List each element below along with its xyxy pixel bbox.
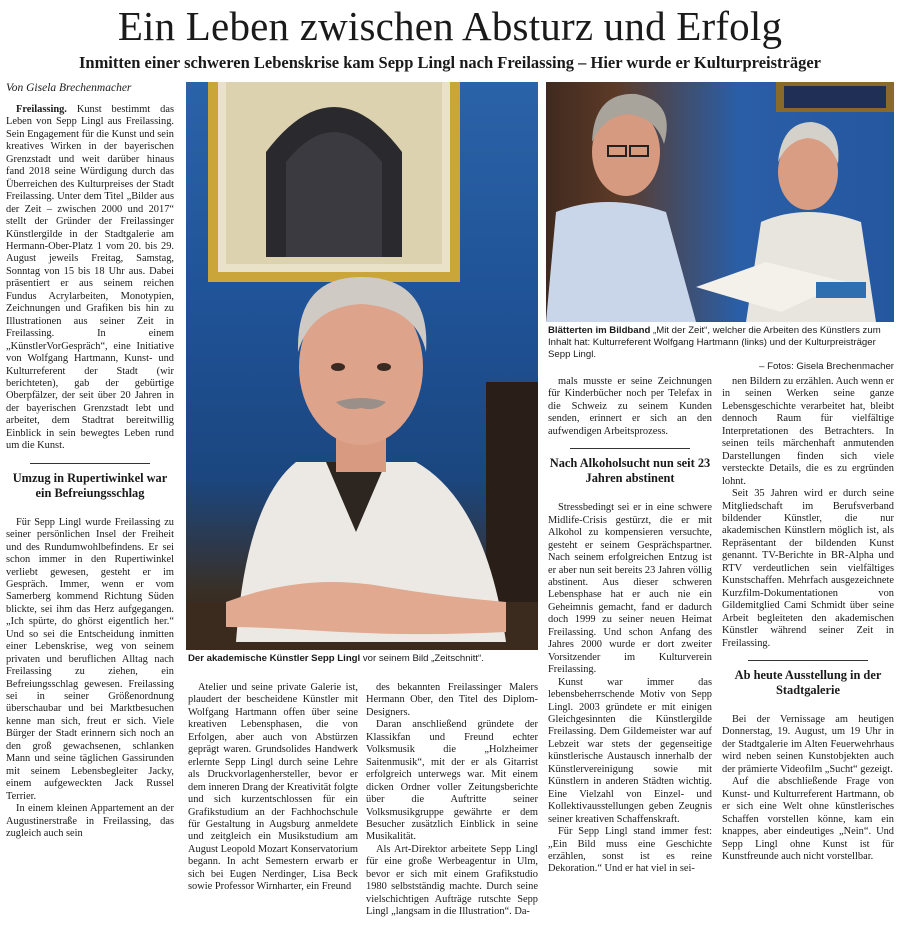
headline: Ein Leben zwischen Absturz und Erfolg xyxy=(117,3,783,49)
byline: Von Gisela Brechenmacher xyxy=(6,82,132,94)
subheading: Nach Alkoholsucht nun seit 23 Jahren abstinent xyxy=(548,448,712,486)
paragraph: Für Sepp Lingl stand immer fest: „Ein Bild muss eine Geschichte erzählen, sonst ist es reine Dekoration.“ Und er hat viel in sei- xyxy=(548,826,712,875)
caption-text: „Mit der Zeit“, welcher die Arbeiten des Künstlers zum Inhalt hat: Kulturreferent Wolfgang Hartmann (links) und der Kulturpreisträger Sepp Lingl. xyxy=(548,325,881,360)
dateline: Freilassing. xyxy=(16,104,67,115)
photo-credit: – Fotos: Gisela Brechenmacher xyxy=(759,361,894,372)
paragraph: mals musste er seine Zeichnungen für Kinderbücher noch per Telefax in die Schweiz zu seinem Kunden senden, erinnert er sich an den aufwendigen Arbeitsprozess. xyxy=(548,376,712,437)
photo-artist-portrait xyxy=(186,82,538,650)
paragraph: In einem kleinen Appartement an der Augustinerstraße in Freilassing, das zugleich auch sein xyxy=(6,803,174,840)
paragraph: Bei der Vernissage am heutigen Donnerstag, 19. August, um 19 Uhr in der Stadtgalerie im Alten Feuerwehrhaus wird neben seinen Kunstobjekten auch der prämierte Videofilm „Sucht“ gezeigt. xyxy=(722,713,894,775)
photo-two-men-book xyxy=(546,82,894,322)
two-men-illustration xyxy=(546,82,894,322)
paragraph: Atelier und seine private Galerie ist, plaudert der bescheidene Künstler mit Wolfgang Hartmann offen über seine kreativen Lebensphasen, die von Erfolgen, aber auch von Abstürzen geprägt waren. Grundsolides Handwerk erlernte Sepp Lingl durch seine Lehre als Druckvorlagenhersteller, bevor er dem inneren Drang der Kreativität folgte und sich kurzentschlossen für ein Grafikstudium an der Fachhochschule für Gestaltung in Augsburg anmeldete und zeitgleich ein Musikstudium am August Leopold Mozart Konservatorium begann. In acht Semestern erwarb er sich bei Eugen Nerdinger, Lisa Beck sowie Professor Wirnharter, ein Freund xyxy=(188,682,358,893)
article-column-4 xyxy=(548,376,712,940)
paragraph-text: Kunst bestimmt das Leben von Sepp Lingl aus Freilassing. Sein Engagement für die Kunst und sein kreatives Wirken in der bayerischen Grenzstadt und weit darüber hinaus fand 2018 seine Würdigung durch das Überreichen des Kulturpreises der Stadt Freilassing. Unter dem Titel „Bilder aus der Zeit – zwischen 2000 und 2017“ stellt der Gründer der Freilassinger Künstlergilde in der Stadtgalerie am Hermann-Ober-Platz 1 vom 20. bis 29. August jeweils Freitag, Samstag, Sonntag von 15 bis 18 Uhr aus. Dabei präsentiert er aus seinem reichen Fundus Acrylarbeiten, Monotypien, Zeichnungen und Grafiken bis hin zu Illustrationen aus seiner Zeit in Freilassing. In einem „KünstlerVorGespräch“, eine Initiative von Wolfgang Hartmann, Kunst- und Kulturreferent der Stadt (wir berichteten), gab der gebürtige Oberpfälzer, der seit über 20 Jahren in der bayerischen Grenzstadt lebt und arbeitet, dem Stadtrat bereitwillig Einblick in sein bewegtes Leben rund um die Kunst. xyxy=(6,104,174,452)
paragraph: Seit 35 Jahren wird er durch seine Mitgliedschaft im Berufsverband bildender Künstler, die nur akademischen Künstlern möglich ist, als Repräsentant der bildenden Kunst genannt. TV-Berichte in BR-Alpha und RTV verdeutlichen sein vielfältiges Kunstschaffen. Mehrfach ausgezeichnete Kurzfilm-Dokumentationen von Gildemitglied Cami Schmidt über seine Arbeit begleiteten den akademischen Künstler während seiner Zeit in Freilassing. xyxy=(722,488,894,649)
photo-caption-main xyxy=(188,653,538,665)
paragraph: des bekannten Freilassinger Malers Hermann Ober, den Titel des Diplom-Designers. xyxy=(366,682,538,718)
paragraph: Für Sepp Lingl wurde Freilassing zu seiner persönlichen Insel der Freiheit und des Rundumwohlbefindens. Er sei schon immer in den Rupertiwinkel verliebt gewesen, gesteht er im Gespräch. Immer, wenn er vom Samerberg kommend Richtung Süden blickte, sei ihm das Herz aufgegangen. „Ich spürte, do ghörst eigentlich her.“ Und so sei die Entscheidung inmitten einer Lebenskrise, weg von seinem privaten und beruflichen Alltag nach Freilassing zu ziehen, ein Befreiungsschlag gewesen. Freilassing sei in seiner Größenordnung überschaubar und bei Marktbesuchen kenne man sich, freut er sich. Viele Bürger der Stadt erinnern sich noch an den groß gewachsenen, schlanken Mann und seine täglichen Gassirunden mit seinem Lebensbegleiter Jacky, einem aufgeweckten Jack Russel Terrier. xyxy=(6,516,174,802)
subheading: Umzug in Rupertiwinkel war ein Befreiungsschlag xyxy=(6,463,174,501)
paragraph: Stressbedingt sei er in eine schwere Midlife-Crisis gestürzt, die er mit Alkohol zu kompensieren versuchte, gesteht er seinem Gesprächspartner. Nach seinem erfolgreichen Entzug ist er aber nun seit bereits 23 Jahren völlig abstinent. Aus dieser schweren Lebensphase hat er auch nie ein Geheimnis gemacht, fand er dadurch doch 1999 zu seiner neuen Heimat Freilassing. Und schon Anfang des Jahres 2000 wurde er dort zweiter Vorsitzender im Kulturverein Freilassing. xyxy=(548,502,712,676)
article-column-1 xyxy=(6,104,174,940)
subheadline: Inmitten einer schweren Lebenskrise kam Sepp Lingl nach Freilassing – Hier wurde er Kulturpreisträger xyxy=(78,53,822,72)
paragraph: Daran anschließend gründete der Klassikfan und Freund echter Volksmusik die „Holzheimer Saitenmusik“, mit der er als Gitarrist erfolgreich unterwegs war. Mit einem dicken Ordner voller Zeitungsberichte über die Auftritte seiner Volksmusikgruppe gewährte er dem Besucher zusätzlich Einblick in seine Musikalität. xyxy=(366,719,538,843)
paragraph xyxy=(6,104,174,453)
article-column-3 xyxy=(366,682,538,940)
paragraph: Als Art-Direktor arbeitete Sepp Lingl für eine große Werbeagentur in Ulm, bevor er sich mit einem Grafikstudio 1980 selbstständig machte. Durch seine vielschichtigen Aufträge rutschte Sepp Lingl „langsam in die Illustration“. Da- xyxy=(366,843,538,918)
paragraph: Kunst war immer das lebensbeherrschende Motiv von Sepp Lingl. 2003 gründete er mit einigen Gleichgesinnten die Künstlergilde Freilassing. Dem Gildemeister war auf Lebzeit war stets der gegenseitige künstlerische Austausch innerhalb der Künstlervereinigung sowie mit Künstlern in anderen Städten wichtig. Eine Vielzahl von Einzel- und Kollektivausstellungen geben Zeugnis seiner kreativen Schaffenskraft. xyxy=(548,676,712,825)
subheading: Ab heute Ausstellung in der Stadtgalerie xyxy=(722,660,894,698)
article-column-5 xyxy=(722,376,894,940)
caption-text: vor seinem Bild „Zeitschnitt“. xyxy=(360,653,484,664)
caption-lead: Der akademische Künstler Sepp Lingl xyxy=(188,653,361,664)
portrait-illustration xyxy=(186,82,538,650)
paragraph: nen Bildern zu erzählen. Auch wenn er in seinen Werken seine ganze Lebensgeschichte verarbeitet hat, bleibt dennoch Raum für vielfältige Interpretationen des Betrachters. In seinen teils märchenhaft anmutenden Darstellungen finden sich viele versteckte Details, die es zu ergründen lohnt. xyxy=(722,376,894,487)
article-column-2 xyxy=(188,682,358,940)
photo-caption-two xyxy=(548,325,894,373)
caption-lead: Blätterten im Bildband xyxy=(548,325,651,336)
paragraph: Auf die abschließende Frage von Kunst- und Kulturreferent Hartmann, ob er sich eine Welt ohne künstlerisches Schaffen vorstellen könne, kam ein knappes, aber eindeutiges „Nein“. Und Sepp Lingl ohne Kunst ist für Kunstfreunde auch nicht vorstellbar. xyxy=(722,776,894,862)
